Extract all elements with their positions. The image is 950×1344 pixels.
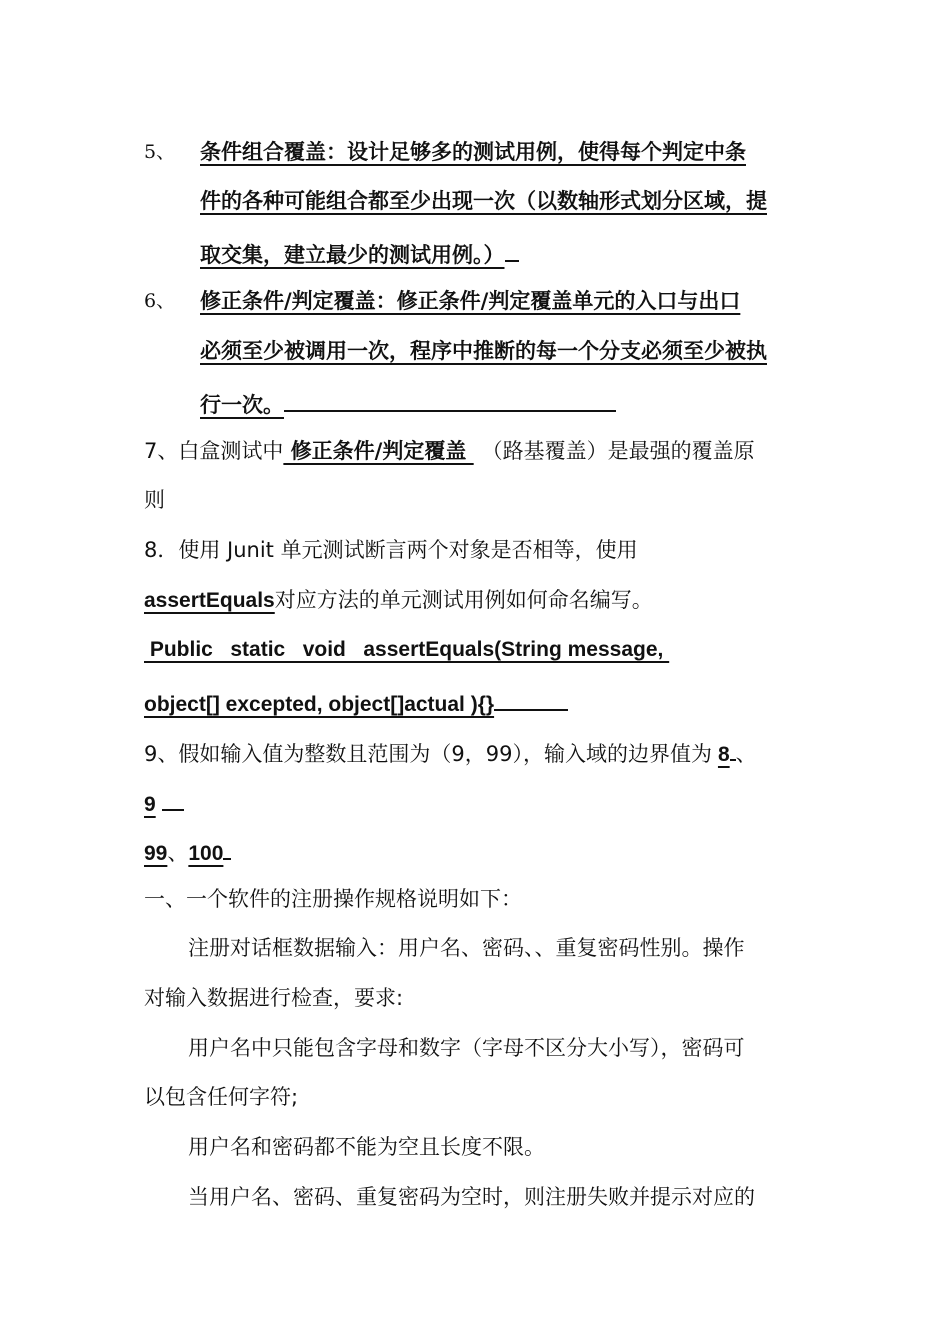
item-9-sep-1: 、 xyxy=(735,742,757,766)
item-8-code-text-1: Public static void assertEquals(String message, xyxy=(144,638,670,661)
item-7-line-1 xyxy=(144,436,755,466)
blank-underline xyxy=(494,685,568,711)
item-8-code-1 xyxy=(144,635,669,665)
section-p3-line xyxy=(188,1132,545,1162)
item-9-sep-2: 、 xyxy=(167,841,189,865)
section-p1-text-2: 对输入数据进行检查，要求: xyxy=(144,986,404,1010)
blank-underline xyxy=(162,785,184,811)
section-p2-line-2 xyxy=(144,1082,298,1112)
item-9-line-2 xyxy=(144,785,184,815)
item-6-line-1 xyxy=(200,286,740,316)
item-9-answer-3: 99 xyxy=(144,842,168,865)
section-heading-text: 一、一个软件的注册操作规格说明如下： xyxy=(144,887,522,911)
item-6-text-2: 必须至少被调用一次，程序中推断的每一个分支必须至少被执 xyxy=(200,339,767,363)
item-7-suffix: （路基覆盖）是最强的覆盖原 xyxy=(481,439,755,463)
section-p1-line-1 xyxy=(188,933,745,963)
item-5-text-3: 取交集，建立最少的测试用例。） xyxy=(200,243,505,267)
item-5-line-2 xyxy=(200,186,767,216)
item-6-number: 6、 xyxy=(144,290,176,312)
item-5-number: 5、 xyxy=(144,141,176,163)
item-9-line-3 xyxy=(144,834,231,864)
item-9-line-1 xyxy=(144,735,757,765)
item-8-line-2 xyxy=(144,585,653,615)
blank-underline xyxy=(284,386,616,412)
blank-underline xyxy=(505,236,519,262)
item-6-text-3: 行一次。 xyxy=(200,393,284,417)
section-p2-text-2: 以包含任何字符; xyxy=(144,1085,299,1109)
item-9-answer-1: 8 xyxy=(717,743,730,766)
item-5-text-2: 件的各种可能组合都至少出现一次（以数轴形式划分区域，提 xyxy=(200,189,767,213)
section-heading xyxy=(144,884,522,914)
item-8-text-2: 对应方法的单元测试用例如何命名编写。 xyxy=(274,588,653,612)
section-p2-line-1 xyxy=(188,1033,745,1063)
item-5-line-1 xyxy=(200,137,746,167)
item-8-line-1 xyxy=(144,535,638,565)
section-p1-text-1: 注册对话框数据输入：用户名、密码、、重复密码性别。操作 xyxy=(188,936,745,960)
item-8-code-2 xyxy=(144,685,568,715)
item-6-line-3 xyxy=(200,386,616,416)
section-p3-text: 用户名和密码都不能为空且长度不限。 xyxy=(188,1135,545,1159)
item-7-line-2 xyxy=(144,485,165,515)
item-9-answer-4: 100 xyxy=(188,842,224,865)
item-5-text-1: 条件组合覆盖：设计足够多的测试用例，使得每个判定中条 xyxy=(200,140,746,164)
item-7-answer: 修正条件/判定覆盖 xyxy=(283,439,474,463)
section-p1-line-2 xyxy=(144,983,403,1013)
item-8-answer: assertEquals xyxy=(144,589,275,612)
item-5-line-3 xyxy=(200,236,519,266)
item-8-code-text-2: object[] excepted, object[]actual ){} xyxy=(144,693,495,716)
item-9-answer-2: 9 xyxy=(144,793,156,816)
blank-underline xyxy=(223,834,231,860)
item-6-text-1: 修正条件/判定覆盖：修正条件/判定覆盖单元的入口与出口 xyxy=(200,289,741,313)
section-p4-line xyxy=(188,1182,755,1212)
item-7-text-2: 则 xyxy=(144,488,165,512)
item-8-text-1: 8．使用 Junit 单元测试断言两个对象是否相等，使用 xyxy=(144,538,638,562)
item-7-prefix: 7、白盒测试中 xyxy=(144,439,284,463)
section-p2-text-1: 用户名中只能包含字母和数字（字母不区分大小写），密码可 xyxy=(188,1036,745,1060)
section-p4-text: 当用户名、密码、重复密码为空时，则注册失败并提示对应的 xyxy=(188,1185,755,1209)
item-6-line-2 xyxy=(200,336,767,366)
item-9-prefix: 9、假如输入值为整数且范围为（9，99），输入域的边界值为 xyxy=(144,742,712,766)
